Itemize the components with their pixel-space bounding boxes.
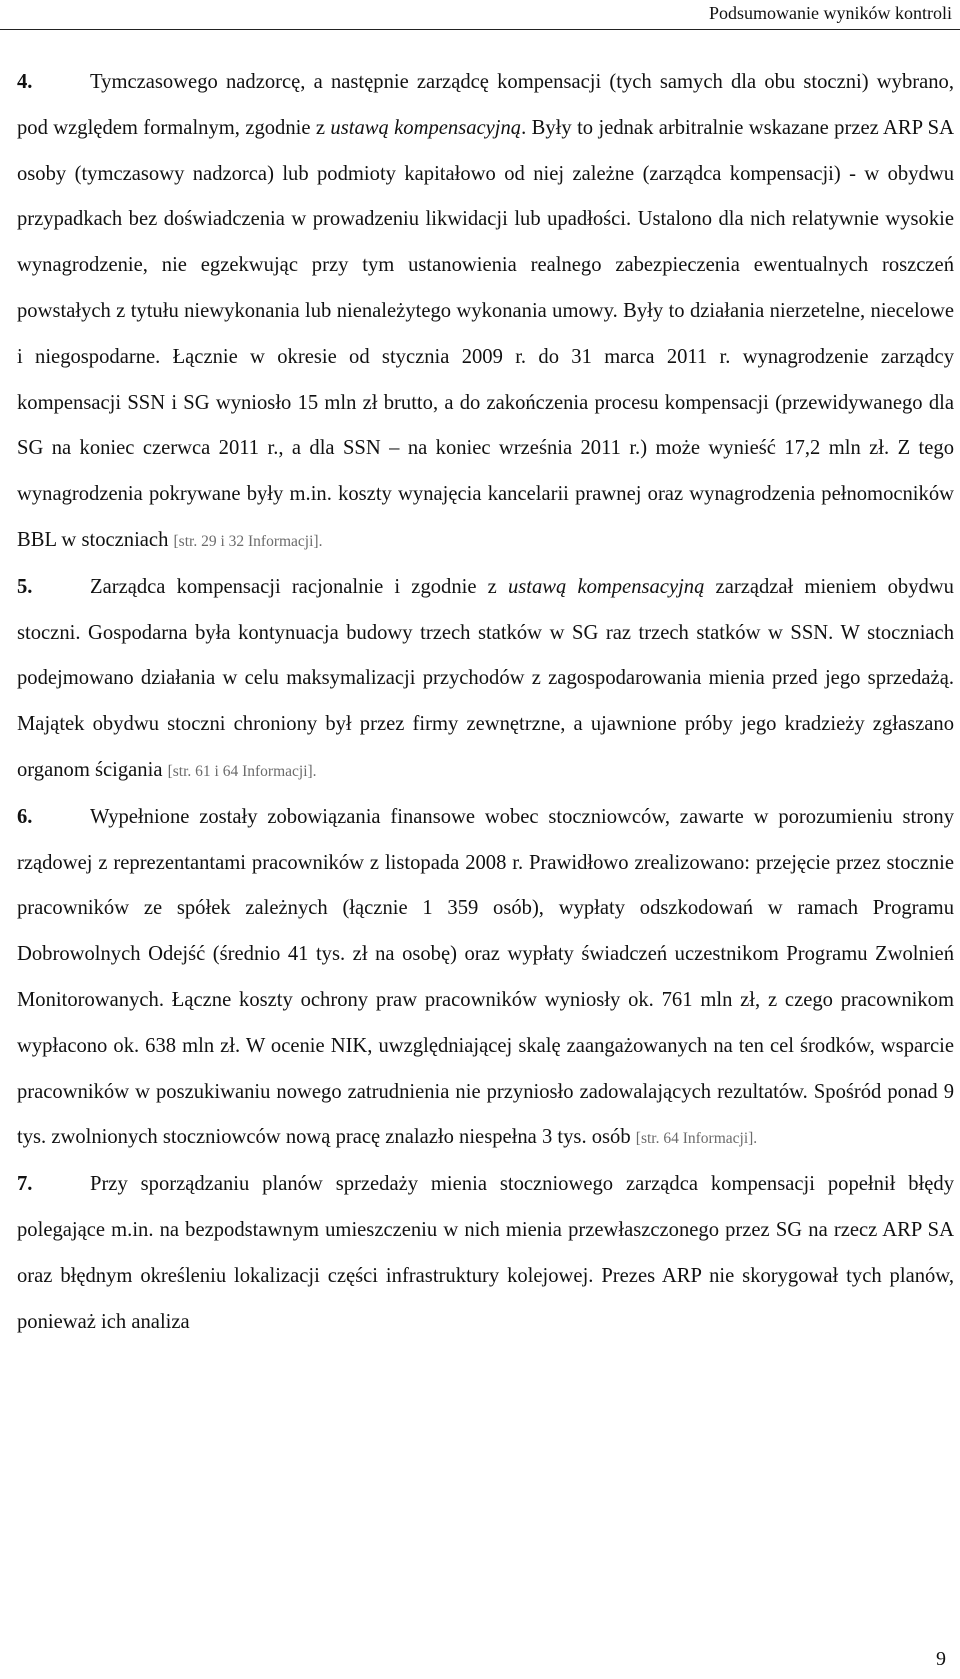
law-reference-italic: ustawą kompensacyjną (507, 575, 705, 598)
paragraph-6 (17, 795, 954, 1162)
running-header-title: Podsumowanie wyników kontroli (709, 3, 952, 23)
page-reference: [str. 64 Informacji]. (635, 1130, 758, 1148)
paragraph-text: Przy sporządzaniu planów sprzedaży mienia stoczniowego zarządca kompensacji popełnił błędy polegające m.in. na bezpodstawnym umieszczeniu w nich mienia przewłaszczonego przez SG na rzecz ARP SA oraz błędnym określeniu lokalizacji części infrastruktury kolejowej. Prezes ARP nie skorygował tych planów, ponieważ ich analiza (17, 1173, 954, 1333)
paragraph-text: Zarządca kompensacji racjonalnie i zgodnie z (90, 575, 508, 598)
running-header (0, 0, 960, 30)
paragraph-number: 7. (17, 1173, 33, 1196)
paragraph-5 (17, 565, 954, 795)
page-number: 9 (936, 1648, 946, 1670)
paragraph-text: zarządzał mieniem obydwu stoczni. Gospodarna była kontynuacja budowy trzech statków w SG raz trzech statków w SSN. W stoczniach podejmowano działania w celu maksymalizacji przychodów z zagospodarowania mienia przed jego sprzedażą. Majątek obydwu stoczni chroniony był przez firmy zewnętrzne, a ujawnione próby jego kradzieży zgłaszano organom ścigania (17, 575, 954, 781)
paragraph-number: 5. (17, 575, 33, 598)
law-reference-italic: ustawą kompensacyjną (330, 116, 522, 139)
paragraph-4 (17, 60, 954, 565)
paragraph-number: 6. (17, 805, 33, 828)
page-reference: [str. 61 i 64 Informacji]. (167, 762, 317, 780)
paragraph-7 (17, 1162, 954, 1345)
paragraph-text: Tymczasowego nadzorcę, a następnie zarządcę kompensacji (tych samych dla obu stoczni) wybrano, pod względem formalnym, zgodnie z (17, 71, 954, 139)
paragraph-number: 4. (17, 71, 33, 93)
page-reference: [str. 29 i 32 Informacji]. (173, 532, 323, 550)
paragraph-text: Wypełnione zostały zobowiązania finansowe wobec stoczniowców, zawarte w porozumieniu strony rządowej z reprezentantami pracowników z listopada 2008 r. Prawidłowo zrealizowano: przejęcie przez stocznie pracowników ze spółek zależnych (łącznie 1 359 osób), wypłaty odszkodowań w ramach Programu Dobrowolnych Odejść (średnio 41 tys. zł na osobę) oraz wypłaty świadczeń uczestnikom Programu Zwolnień Monitorowanych. Łączne koszty ochrony praw pracowników wyniosły ok. 761 mln zł, z czego pracownikom wypłacono ok. 638 mln zł. W ocenie NIK, uwzględniającej skalę zaangażowanych na ten cel środków, wsparcie pracowników w poszukiwaniu nowego zatrudnienia nie przyniosło zadowalających rezultatów. Spośród ponad 9 tys. zwolnionych stoczniowców nową pracę znalazło niespełna 3 tys. osób (17, 805, 954, 1149)
document-body (17, 60, 954, 1345)
paragraph-text: . Były to jednak arbitralnie wskazane przez ARP SA osoby (tymczasowy nadzorca) lub podmioty kapitałowo od niej zależne (zarządca kompensacji) - w obydwu przypadkach bez doświadczenia w prowadzeniu likwidacji lub upadłości. Ustalono dla nich relatywnie wysokie wynagrodzenie, nie egzekwując przy tym ustanowienia realnego zabezpieczenia ewentualnych roszczeń powstałych z tytułu niewykonania lub nienależytego wykonania umowy. Były to działania nierzetelne, niecelowe i niegospodarne. Łącznie w okresie od stycznia 2009 r. do 31 marca 2011 r. wynagrodzenie zarządcy kompensacji SSN i SG wyniosło 15 mln zł brutto, a do zakończenia procesu kompensacji (przewidywanego dla SG na koniec czerwca 2011 r., a dla SSN – na koniec września 2011 r.) może wynieść 17,2 mln zł. Z tego wynagrodzenia pokrywane były m.in. koszty wynajęcia kancelarii prawnej oraz wynagrodzenia pełnomocników BBL w stoczniach (17, 116, 954, 551)
